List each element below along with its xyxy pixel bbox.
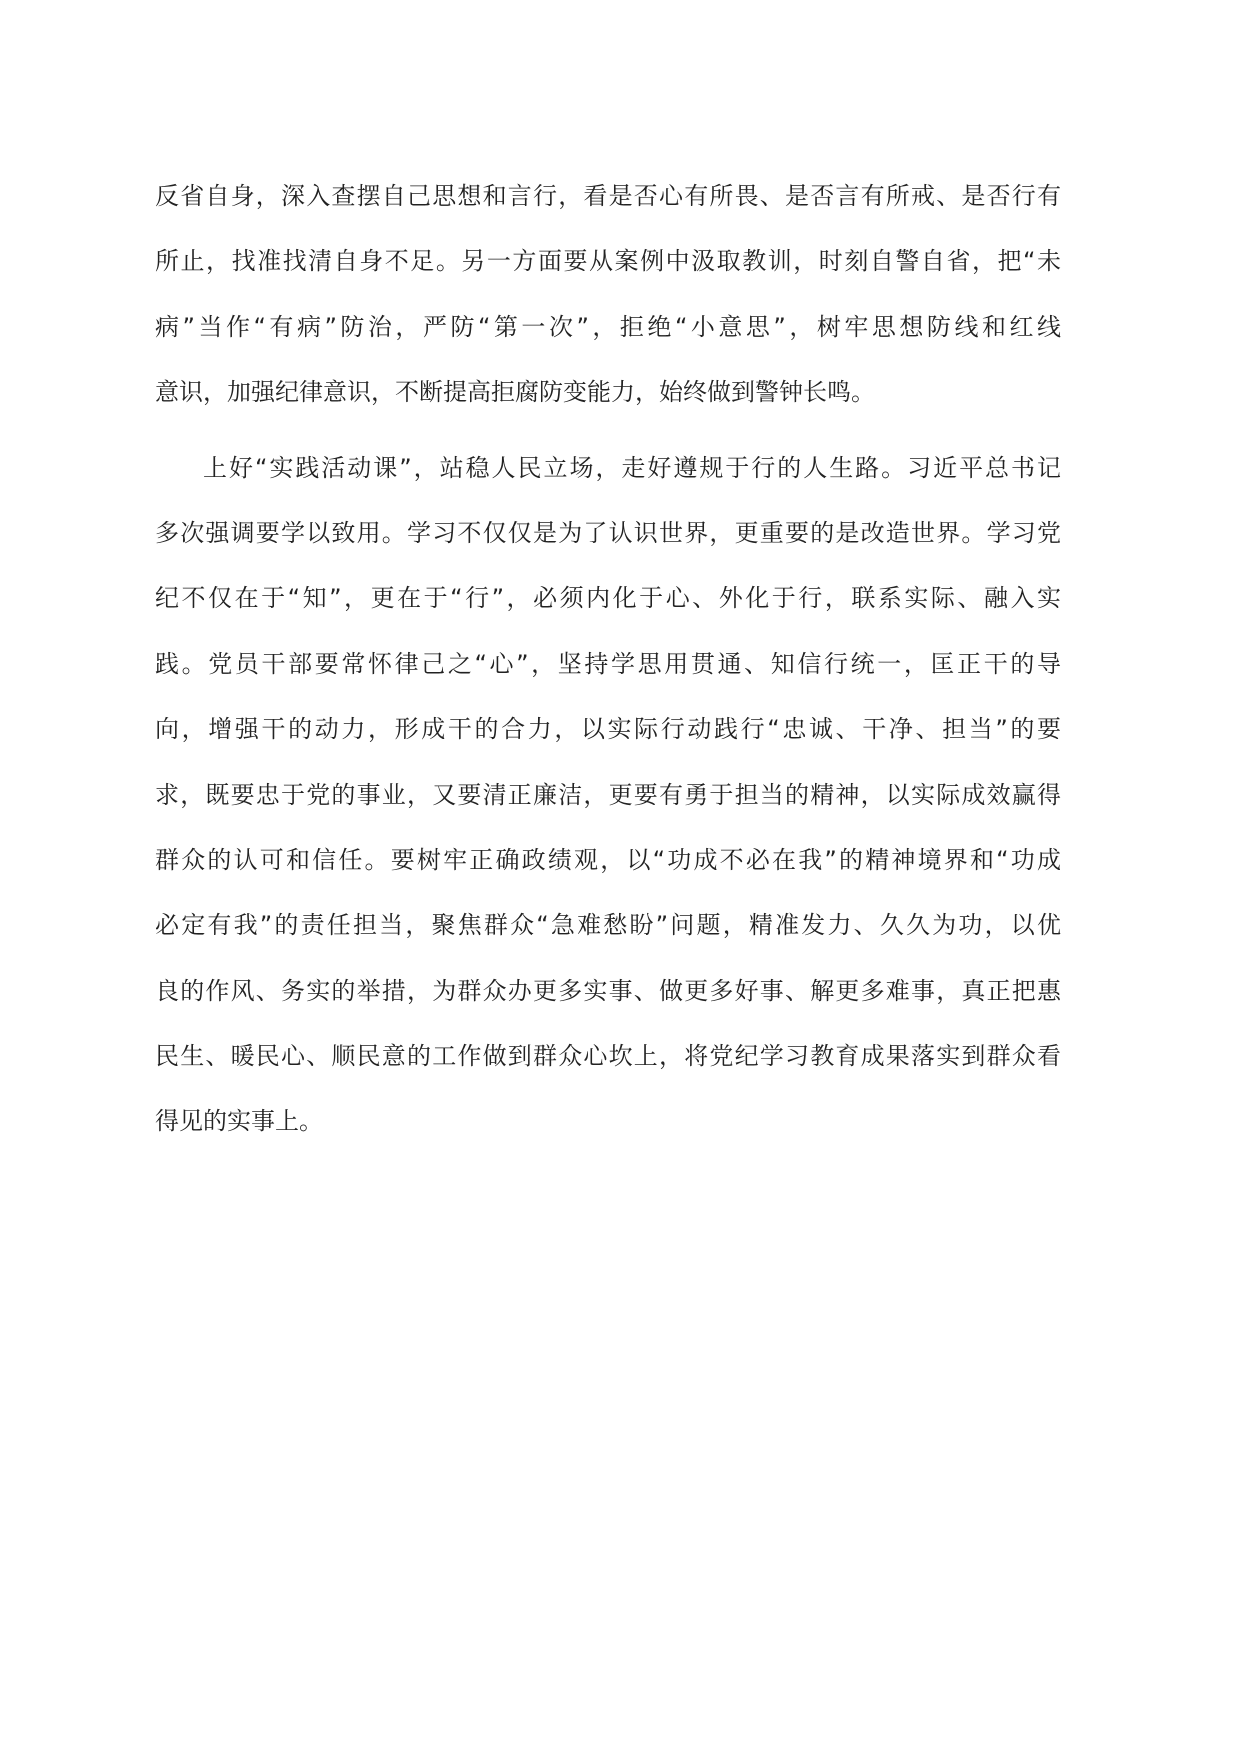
paragraph-spacer xyxy=(155,442,1061,452)
text-line: 意识，加强纪律意识，不断提高拒腐防变能力，始终做到警钟长鸣。 xyxy=(155,378,875,407)
text-line: 上好“实践活动课”，站稳人民立场，走好遵规于行的人生路。习近平总书记 xyxy=(203,453,1061,482)
text-line: 求，既要忠于党的事业，又要清正廉洁，更要有勇于担当的精神，以实际成效赢得 xyxy=(155,780,1061,809)
text-line: 多次强调要学以致用。学习不仅仅是为了认识世界，更重要的是改造世界。学习党 xyxy=(155,518,1061,547)
text-line: 纪不仅在于“知”，更在于“行”，必须内化于心、外化于行，联系实际、融入实 xyxy=(155,584,1061,613)
text-line: 反省自身，深入查摆自己思想和言行，看是否心有所畏、是否言有所戒、是否行有 xyxy=(155,182,1061,210)
paragraph-2 xyxy=(155,452,1061,1138)
paragraph-1 xyxy=(155,180,1061,408)
text-line: 所止，找准找清自身不足。另一方面要从案例中汲取教训，时刻自警自省，把“未 xyxy=(155,247,1061,276)
text-line: 向，增强干的动力，形成干的合力，以实际行动践行“忠诚、干净、担当”的要 xyxy=(155,715,1061,744)
text-line: 践。党员干部要常怀律己之“心”，坚持学思用贯通、知信行统一，匡正干的导 xyxy=(155,649,1061,678)
text-line: 病”当作“有病”防治，严防“第一次”，拒绝“小意思”，树牢思想防线和红线 xyxy=(155,312,1061,341)
document-body xyxy=(155,180,1061,1171)
text-line: 良的作风、务实的举措，为群众办更多实事、做更多好事、解更多难事，真正把惠 xyxy=(155,976,1061,1005)
text-line: 群众的认可和信任。要树牢正确政绩观，以“功成不必在我”的精神境界和“功成 xyxy=(155,845,1061,874)
text-line: 民生、暖民心、顺民意的工作做到群众心坎上，将党纪学习教育成果落实到群众看 xyxy=(155,1042,1061,1071)
text-line: 得见的实事上。 xyxy=(155,1107,323,1136)
text-line: 必定有我”的责任担当，聚焦群众“急难愁盼”问题，精准发力、久久为功，以优 xyxy=(155,911,1061,940)
